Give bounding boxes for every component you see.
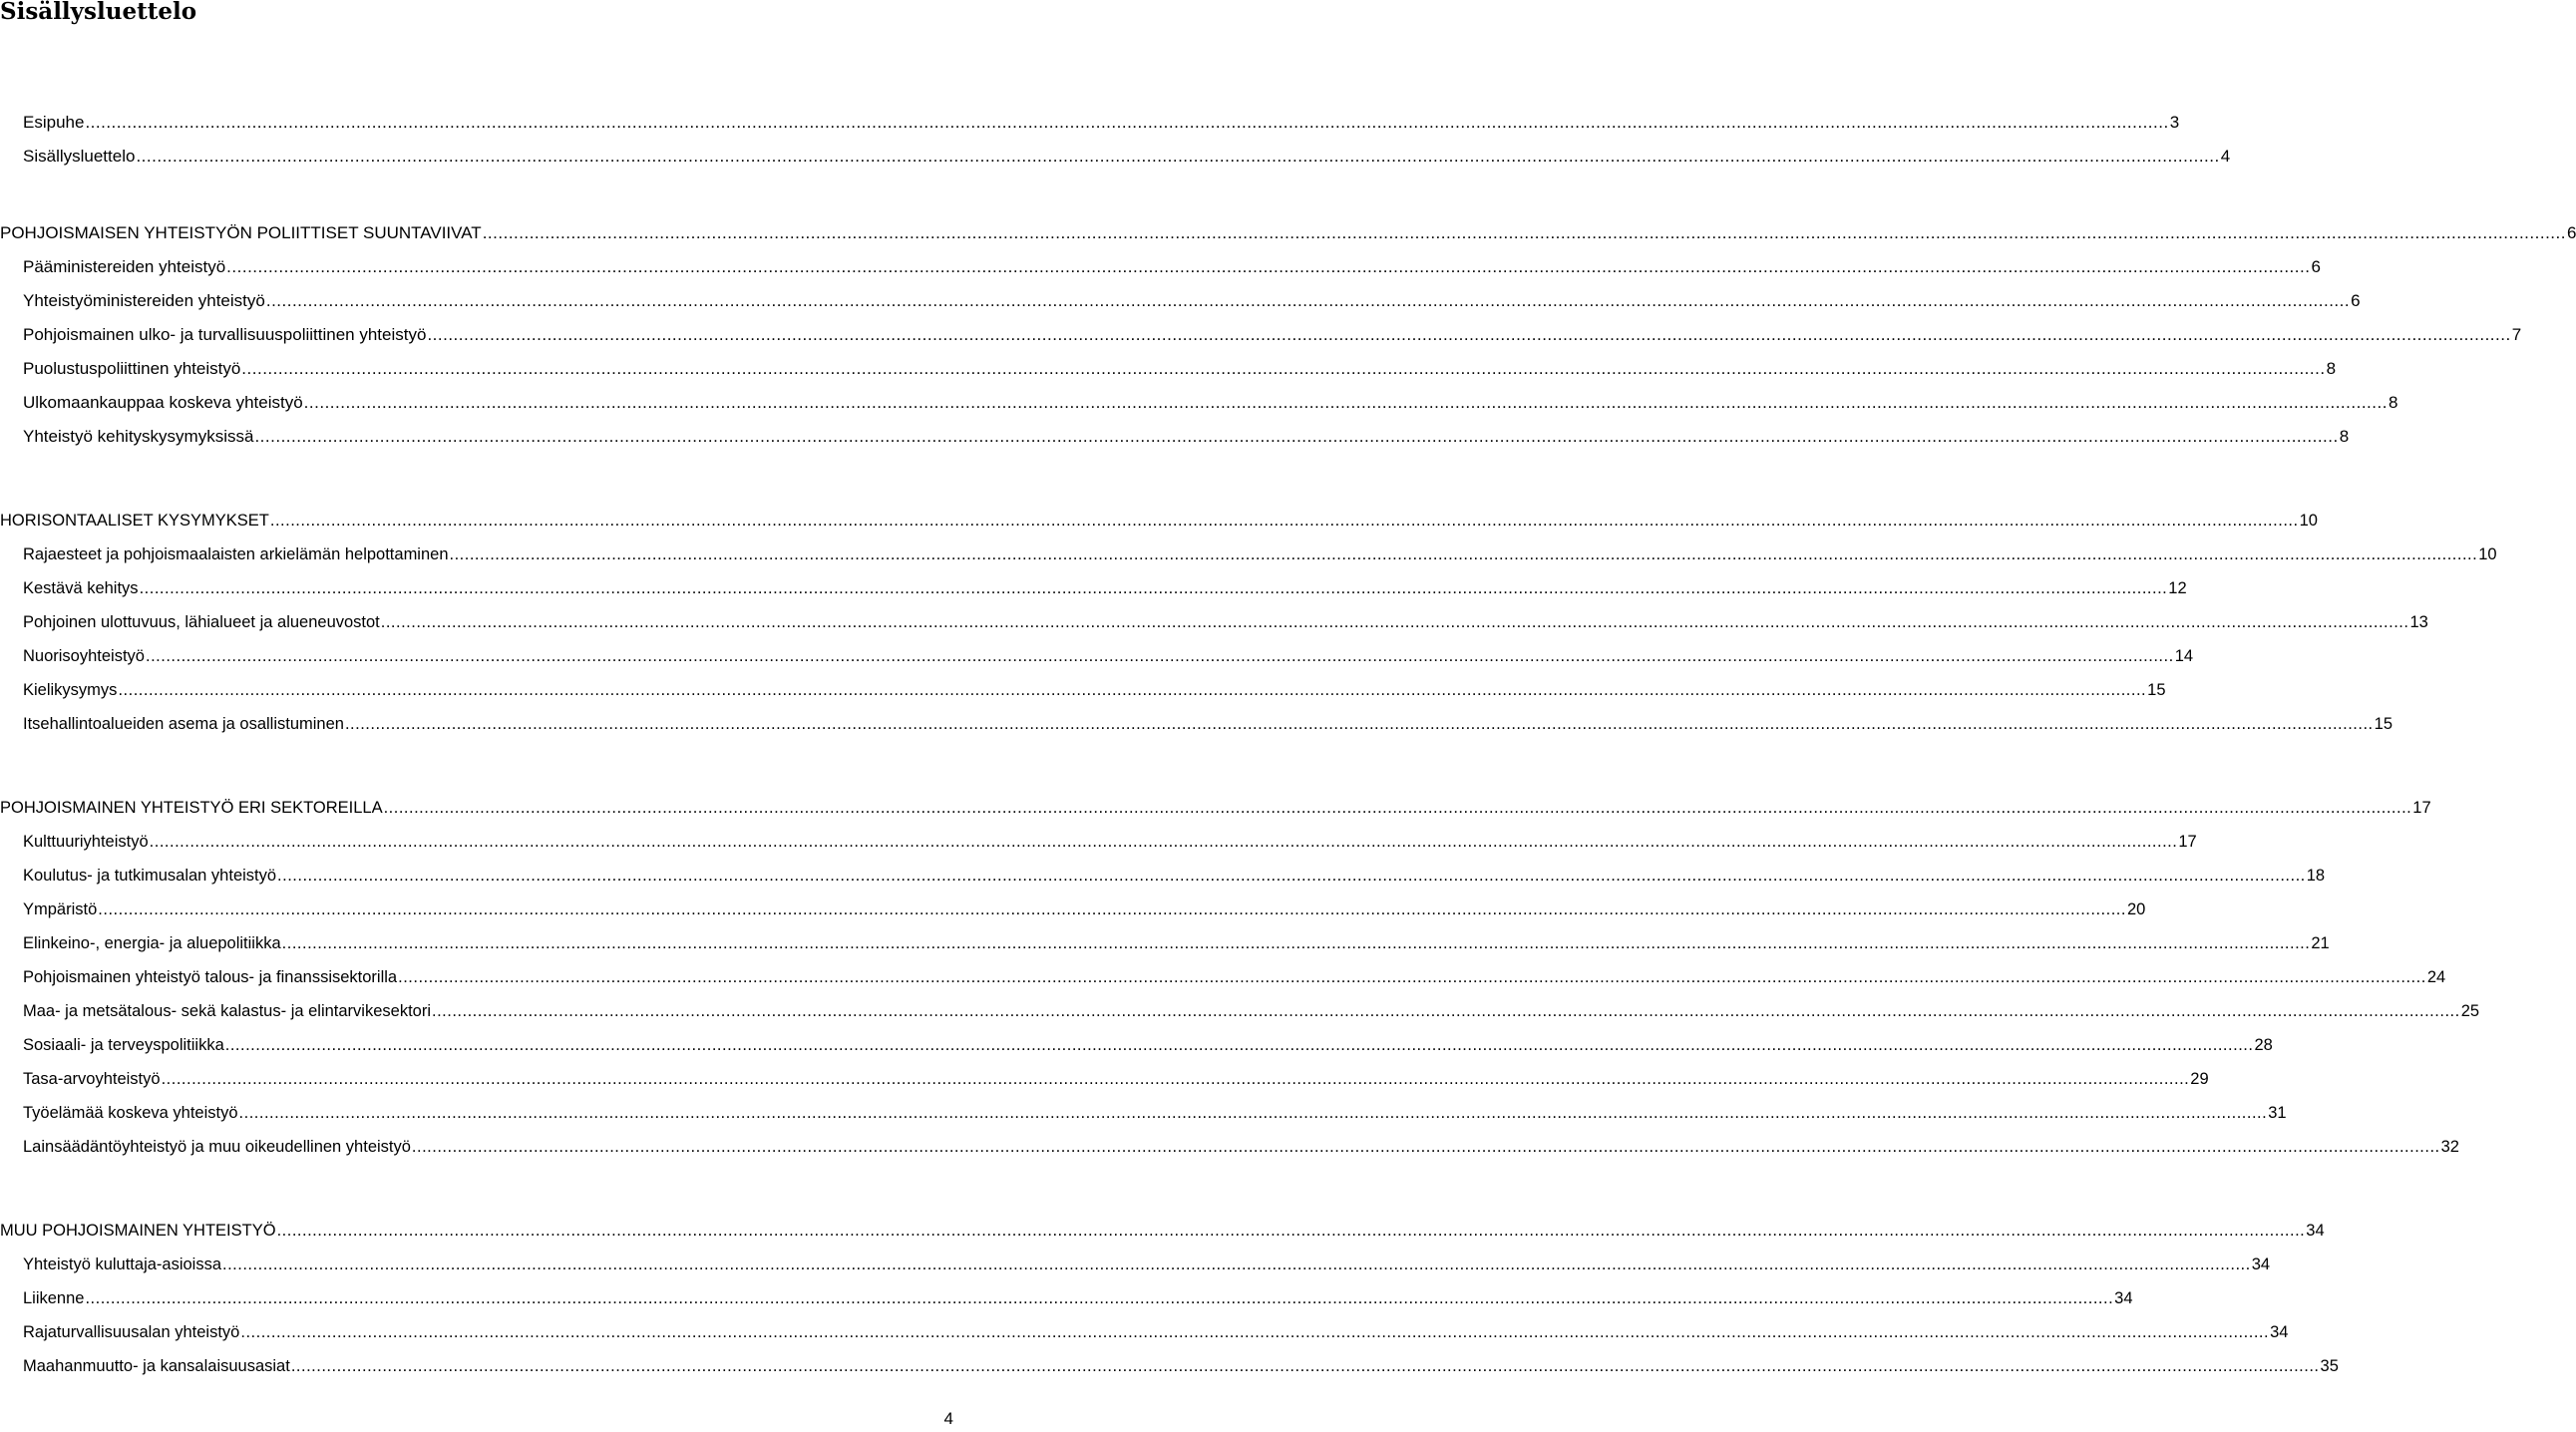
toc-entry-page: 7 — [2511, 325, 2522, 344]
toc-entry[interactable] — [0, 996, 2480, 1022]
toc-entry[interactable] — [0, 793, 2431, 819]
dot-leader: ................................................................................................................................................................................................................................................................................................................................................................................................................ — [432, 1002, 2460, 1020]
dot-leader: ................................................................................................................................................................................................................................................................................................................................................................................................................ — [277, 867, 2306, 885]
toc-entry-page: 34 — [2114, 1289, 2133, 1307]
dot-leader: ................................................................................................................................................................................................................................................................................................................................................................................................................ — [411, 1138, 2440, 1156]
toc-entry-label: Liikenne — [23, 1289, 85, 1307]
toc-entry[interactable] — [0, 1317, 2289, 1343]
toc-entry-label: Maa- ja metsätalous- sekä kalastus- ja elintarvikesektori — [23, 1002, 431, 1020]
toc-entry[interactable] — [0, 1030, 2273, 1056]
dot-leader: ................................................................................................................................................................................................................................................................................................................................................................................................................ — [265, 291, 2351, 310]
toc-entry-page: 17 — [2412, 799, 2431, 817]
dot-leader: ................................................................................................................................................................................................................................................................................................................................................................................................................ — [449, 545, 2478, 563]
toc-entry-label: Työelämää koskeva yhteistyö — [23, 1104, 238, 1122]
toc-entry-label: MUU POHJOISMAINEN YHTEISTYÖ — [0, 1222, 276, 1240]
dot-leader: ................................................................................................................................................................................................................................................................................................................................................................................................................ — [240, 1323, 2270, 1341]
toc-entry[interactable] — [0, 1351, 2339, 1377]
toc-entry-label: Ulkomaankauppaa koskeva yhteistyö — [23, 393, 303, 412]
toc-entry-label: Koulutus- ja tutkimusalan yhteistyö — [23, 867, 277, 885]
dot-leader: ................................................................................................................................................................................................................................................................................................................................................................................................................ — [149, 833, 2178, 851]
toc-entry-page: 6 — [2566, 223, 2576, 242]
toc-entry-page: 32 — [2440, 1138, 2459, 1156]
dot-leader: ................................................................................................................................................................................................................................................................................................................................................................................................................ — [241, 359, 2326, 378]
toc-entry-label: Lainsäädäntöyhteistyö ja muu oikeudellinen yhteistyö — [23, 1138, 411, 1156]
toc-entry-label: POHJOISMAINEN YHTEISTYÖ ERI SEKTOREILLA — [0, 799, 383, 817]
toc-entry-page: 34 — [2270, 1323, 2289, 1341]
toc-entry-label: Yhteistyö kehityskysymyksissä — [23, 427, 254, 446]
dot-leader: ................................................................................................................................................................................................................................................................................................................................................................................................................ — [254, 427, 2339, 446]
toc-entry-label: Itsehallintoalueiden asema ja osallistuminen — [23, 715, 344, 733]
toc-entry[interactable] — [0, 1216, 2325, 1242]
dot-leader: ................................................................................................................................................................................................................................................................................................................................................................................................................ — [238, 1104, 2268, 1122]
toc-entry-page: 8 — [2326, 359, 2337, 378]
toc-entry-page: 24 — [2426, 968, 2446, 986]
toc-entry-label: Nuorisoyhteistyö — [23, 647, 145, 665]
toc-entry-label: Tasa-arvoyhteistyö — [23, 1070, 161, 1088]
toc-entry-label: POHJOISMAISEN YHTEISTYÖN POLIITTISET SUUNTAVIIVAT — [0, 223, 482, 242]
toc-entry-page: 6 — [2311, 257, 2321, 276]
toc-entry[interactable] — [0, 1064, 2209, 1090]
dot-leader: ................................................................................................................................................................................................................................................................................................................................................................................................................ — [269, 512, 2299, 530]
dot-leader: ................................................................................................................................................................................................................................................................................................................................................................................................................ — [224, 1036, 2254, 1054]
dot-leader: ................................................................................................................................................................................................................................................................................................................................................................................................................ — [398, 968, 2426, 986]
toc-entry-page: 3 — [2169, 113, 2180, 132]
toc-entry-label: HORISONTAALISET KYSYMYKSET — [0, 512, 269, 530]
toc-entry[interactable] — [0, 928, 2330, 954]
toc-entry-label: Maahanmuutto- ja kansalaisuusasiat — [23, 1357, 290, 1375]
toc-entry-label: Pääministereiden yhteistyö — [23, 257, 226, 276]
toc-entry-page: 10 — [2478, 545, 2497, 563]
toc-entry-label: Rajaturvallisuusalan yhteistyö — [23, 1323, 240, 1341]
toc-entry-label: Ympäristö — [23, 900, 98, 918]
toc-entry[interactable] — [0, 142, 2231, 168]
dot-leader: ................................................................................................................................................................................................................................................................................................................................................................................................................ — [427, 325, 2511, 344]
toc-entry-label: Yhteistyö kuluttaja-asioissa — [23, 1255, 222, 1273]
toc-entry-label: Rajaesteet ja pohjoismaalaisten arkielämän helpottaminen — [23, 545, 449, 563]
dot-leader: ................................................................................................................................................................................................................................................................................................................................................................................................................ — [145, 647, 2174, 665]
dot-leader: ................................................................................................................................................................................................................................................................................................................................................................................................................ — [139, 579, 2168, 597]
toc-entry[interactable] — [0, 607, 2428, 633]
toc-entry[interactable] — [0, 218, 2576, 244]
toc-entry-page: 25 — [2460, 1002, 2480, 1020]
toc-entry[interactable] — [0, 675, 2166, 701]
dot-leader: ................................................................................................................................................................................................................................................................................................................................................................................................................ — [344, 715, 2374, 733]
toc-entry[interactable] — [0, 422, 2350, 448]
toc-entry[interactable] — [0, 252, 2321, 278]
dot-leader: ................................................................................................................................................................................................................................................................................................................................................................................................................ — [290, 1357, 2320, 1375]
page-title: Sisällysluettelo — [0, 0, 197, 25]
toc-entry[interactable] — [0, 641, 2194, 667]
toc-entry[interactable] — [0, 539, 2497, 565]
toc-entry[interactable] — [0, 962, 2446, 988]
toc-entry[interactable] — [0, 1283, 2133, 1309]
toc-entry-page: 6 — [2351, 291, 2361, 310]
toc-entry[interactable] — [0, 108, 2180, 134]
dot-leader: ................................................................................................................................................................................................................................................................................................................................................................................................................ — [281, 934, 2311, 952]
dot-leader: ................................................................................................................................................................................................................................................................................................................................................................................................................ — [85, 113, 2169, 132]
dot-leader: ................................................................................................................................................................................................................................................................................................................................................................................................................ — [303, 393, 2388, 412]
toc-entry-label: Esipuhe — [23, 113, 85, 132]
dot-leader: ................................................................................................................................................................................................................................................................................................................................................................................................................ — [85, 1289, 2114, 1307]
toc-entry-label: Yhteistyöministereiden yhteistyö — [23, 291, 265, 310]
toc-entry-page: 13 — [2409, 613, 2428, 631]
toc-entry-label: Pohjoismainen ulko- ja turvallisuuspoliittinen yhteistyö — [23, 325, 427, 344]
toc-entry-page: 20 — [2126, 900, 2146, 918]
toc-entry[interactable] — [0, 320, 2522, 346]
toc-entry-page: 4 — [2220, 147, 2231, 166]
toc-entry-page: 14 — [2174, 647, 2194, 665]
toc-entry-label: Sisällysluettelo — [23, 147, 136, 166]
toc-entry[interactable] — [0, 895, 2146, 920]
toc-entry-page: 28 — [2254, 1036, 2273, 1054]
dot-leader: ................................................................................................................................................................................................................................................................................................................................................................................................................ — [118, 681, 2147, 699]
toc-entry-label: Kulttuuriyhteistyö — [23, 833, 149, 851]
toc-entry-page: 15 — [2374, 715, 2393, 733]
dot-leader: ................................................................................................................................................................................................................................................................................................................................................................................................................ — [380, 613, 2409, 631]
toc-entry-label: Sosiaali- ja terveyspolitiikka — [23, 1036, 224, 1054]
dot-leader: ................................................................................................................................................................................................................................................................................................................................................................................................................ — [222, 1255, 2251, 1273]
toc-entry-label: Pohjoismainen yhteistyö talous- ja finanssisektorilla — [23, 968, 398, 986]
toc-entry-label: Kielikysymys — [23, 681, 118, 699]
toc-entry-page: 17 — [2178, 833, 2197, 851]
toc-entry[interactable] — [0, 388, 2398, 414]
toc-entry[interactable] — [0, 827, 2197, 853]
toc-entry[interactable] — [0, 1098, 2287, 1124]
toc-entry[interactable] — [0, 573, 2187, 599]
dot-leader: ................................................................................................................................................................................................................................................................................................................................................................................................................ — [226, 257, 2311, 276]
dot-leader: ................................................................................................................................................................................................................................................................................................................................................................................................................ — [161, 1070, 2190, 1088]
toc-entry[interactable] — [0, 506, 2318, 532]
toc-entry-page: 31 — [2268, 1104, 2287, 1122]
toc-entry-page: 8 — [2388, 393, 2398, 412]
toc-entry-page: 18 — [2306, 867, 2326, 885]
dot-leader: ................................................................................................................................................................................................................................................................................................................................................................................................................ — [136, 147, 2220, 166]
toc-entry-label: Pohjoinen ulottuvuus, lähialueet ja alueneuvostot — [23, 613, 380, 631]
dot-leader: ................................................................................................................................................................................................................................................................................................................................................................................................................ — [482, 223, 2566, 242]
toc-entry-label: Elinkeino-, energia- ja aluepolitiikka — [23, 934, 281, 952]
toc-entry-page: 35 — [2320, 1357, 2339, 1375]
toc-entry[interactable] — [0, 709, 2393, 735]
dot-leader: ................................................................................................................................................................................................................................................................................................................................................................................................................ — [383, 799, 2412, 817]
toc-entry-label: Puolustuspoliittinen yhteistyö — [23, 359, 241, 378]
toc-entry-page: 29 — [2190, 1070, 2209, 1088]
dot-leader: ................................................................................................................................................................................................................................................................................................................................................................................................................ — [276, 1222, 2306, 1240]
toc-entry[interactable] — [0, 861, 2326, 887]
toc-entry-page: 21 — [2311, 934, 2330, 952]
page-number: 4 — [943, 1409, 953, 1428]
toc-entry[interactable] — [0, 1132, 2459, 1158]
toc-entry-page: 15 — [2147, 681, 2166, 699]
toc-entry[interactable] — [0, 286, 2361, 312]
toc-entry-page: 8 — [2339, 427, 2350, 446]
toc-entry[interactable] — [0, 1250, 2271, 1275]
toc-entry-page: 34 — [2251, 1255, 2271, 1273]
toc-entry-label: Kestävä kehitys — [23, 579, 139, 597]
toc-entry-page: 34 — [2306, 1222, 2325, 1240]
toc-entry-page: 10 — [2299, 512, 2318, 530]
toc-entry-page: 12 — [2168, 579, 2187, 597]
toc-entry[interactable] — [0, 354, 2337, 380]
dot-leader: ................................................................................................................................................................................................................................................................................................................................................................................................................ — [98, 900, 2126, 918]
